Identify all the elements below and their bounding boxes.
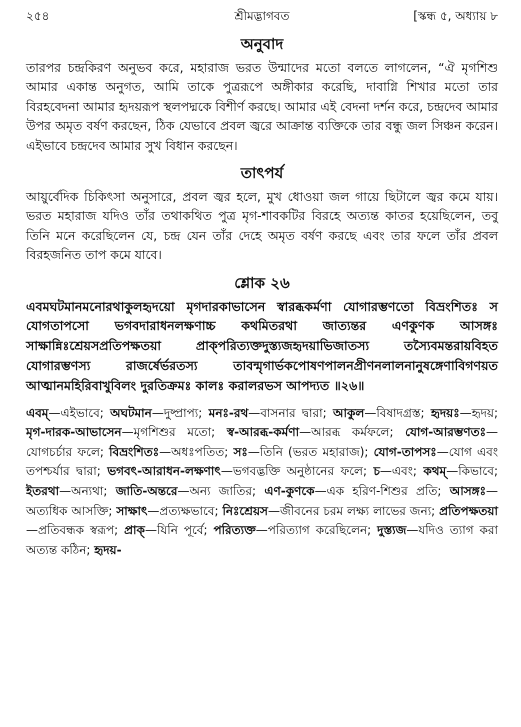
synonym-term: সাক্ষাৎ <box>116 503 148 518</box>
synonym-term: হৃদয়- <box>94 542 122 557</box>
synonym-meaning: —অধঃপতিত; <box>159 444 234 459</box>
word-for-word-synonyms <box>26 404 498 561</box>
synonym-term: পরিত্যক্ত <box>213 523 256 538</box>
translation-text: তারপর চন্দ্রকিরণ অনুভব করে, মহারাজ ভরত উন্মাদের মতো বলতে লাগলেন, “ঐ মৃগশিশু আমার একান্ত অনুগত, আমি তাকে পুত্ররূপে অঙ্গীকার করেছি, দাবাগ্নি শিখার মতো তার বিরহবেদনা আমার হৃদয়রূপ স্থলপদ্মকে বিশীর্ণ করছে। আমার এই বেদনা দর্শন করে, চন্দ্রদেব আমার উপর অমৃত বর্ষণ করছেন, ঠিক যেভাবে প্রবল জ্বরে আক্রান্ত ব্যক্তিকে তার বন্ধু জল সিঞ্চন করেন। এইভাবে চন্দ্রদেব আমার সুখ বিধান করছেন। <box>26 60 498 153</box>
synonym-term: কথম্ <box>423 464 447 479</box>
synonym-term: মনঃ-রথ <box>208 405 249 420</box>
synonym-term: আসঙ্গঃ <box>449 484 486 499</box>
synonym-meaning: —জীবনের চরম লক্ষ্য লাভের জন্য; <box>267 503 440 518</box>
synonym-meaning: —বাসনার দ্বারা; <box>248 405 333 420</box>
synonym-term: চ <box>373 464 380 479</box>
book-page <box>26 4 498 560</box>
synonym-term: যোগ-তাপসঃ <box>373 444 437 459</box>
synonym-meaning: —অন্য জাতির; <box>177 484 265 499</box>
synonym-term: দুস্ত্যজ <box>377 523 407 538</box>
verse-heading: শ্লোক ২৬ <box>234 273 290 292</box>
verse-text: এবমঘটমানমনোরথাকুলহৃদয়ো মৃগদারকাভাসেন স্বারব্ধকর্মণা যোগারম্ভণতো বিভ্রংশিতঃ স যোগতাপসো ভগবদারাধনলক্ষণাচ্চ কথমিতরথা জাত্যন্তর এণকুণক আসঙ্গঃ সাক্ষান্নিঃশ্রেয়সপ্রতিপক্ষতয়া প্রাক্‌পরিত্যক্তদুস্ত্যজহৃদয়াভিজাতস্য তস্যৈবমন্তরায়বিহত যোগারম্ভণস্য রাজর্ষের্ভরতস্য তাবন্মৃগার্ভকপোষণপালনপ্রীণনলালনানুষঙ্গেণাবিগণয়ত আত্মানমহিরিবাখুবিলং দুরতিক্রমঃ কালঃ করালরভস আপদ্যত ॥২৬॥ <box>26 298 498 393</box>
synonym-meaning: —যোগচর্চার ফলে; <box>26 425 498 459</box>
synonym-term: স্ব-আরব্ধ-কর্মণা <box>226 425 300 440</box>
synonym-meaning: —ভগবদ্ভক্তি অনুষ্ঠানের ফলে; <box>220 464 374 479</box>
synonym-meaning: —মৃগশিশুর মতো; <box>121 425 227 440</box>
synonym-term: মৃগ-দারক-আভাসেন <box>26 425 122 440</box>
synonym-meaning: —অন্যথা; <box>59 484 116 499</box>
synonym-term: ইতরথা <box>26 484 60 499</box>
synonym-meaning: —আরব্ধ কর্মফলে; <box>299 425 406 440</box>
synonym-term: বিভ্রংশিতঃ <box>109 444 160 459</box>
page-header <box>26 4 498 26</box>
synonym-term: এণ-কুণকে <box>264 484 315 499</box>
synonym-term: জাতি-অন্তরে <box>115 484 178 499</box>
translation-heading: অনুবাদ <box>240 35 284 53</box>
synonym-meaning: —পরিত্যাগ করেছিলেন; <box>255 523 378 538</box>
synonym-term: হৃদয়ঃ <box>430 405 460 420</box>
synonym-meaning: —যোগ এবং তপশ্চর্যার দ্বারা; <box>26 444 498 479</box>
synonym-meaning: —প্রতিবন্ধক স্বরূপ; <box>26 523 125 538</box>
purport-text: আয়ুর্বেদিক চিকিৎসা অনুসারে, প্রবল জ্বর হলে, মুখ ধোওয়া জল গায়ে ছিটালে জ্বর কমে যায়। ভরত মহারাজ যদিও তাঁর তথাকথিত পুত্র মৃগ-শাবকটির বিরহে অত্যন্ত কাতর হয়েছিলেন, তবু তিনি মনে করেছিলেন যে, চন্দ্র যেন তাঁর দেহে অমৃত বর্ষণ করছে এবং তার ফলে তাঁর প্রবল বিরহজনিত তাপ কমে যাবে। <box>26 189 498 263</box>
purport-heading: তাৎপর্য <box>240 164 284 183</box>
synonym-meaning: —এবং; <box>379 464 424 479</box>
synonym-meaning: —হৃদয়; <box>459 405 498 420</box>
book-title: শ্রীমদ্ভাগবত <box>234 9 290 23</box>
page-number: ২৫৪ <box>26 9 50 23</box>
synonym-meaning: —এইভাবে; <box>48 405 111 420</box>
synonym-meaning: —অত্যধিক আসক্তি; <box>26 484 498 518</box>
synonym-meaning: —তিনি (ভরত মহারাজ); <box>247 444 374 459</box>
synonym-meaning: —এক হরিণ-শিশুর প্রতি; <box>314 484 450 499</box>
synonym-term: আকুল <box>332 405 365 420</box>
synonym-term: অঘটমান <box>110 405 152 420</box>
synonym-term: প্রতিপক্ষতয়া <box>439 503 498 518</box>
synonym-term: নিঃশ্রেয়স <box>222 503 268 518</box>
synonym-meaning: —বিষাদগ্রস্ত; <box>364 405 431 420</box>
synonym-term: ভগবৎ-আরাধন-লক্ষণাৎ <box>107 464 221 479</box>
synonym-term: এবম্ <box>26 405 49 420</box>
synonym-meaning: —প্রত্যক্ষভাবে; <box>147 503 223 518</box>
chapter-location: [স্কন্ধ ৫, অধ্যায় ৮ <box>413 9 498 23</box>
synonym-term: যোগ-আরম্ভণতঃ <box>405 425 486 440</box>
synonym-meaning: —যিনি পূর্বে; <box>144 523 214 538</box>
synonym-term: প্রাক্ <box>124 523 145 538</box>
synonym-meaning: —যদিও ত্যাগ করা অত্যন্ত কঠিন; <box>26 523 498 557</box>
synonym-term: সঃ <box>233 444 248 459</box>
synonym-meaning: —দুষ্প্রাপ্য; <box>151 405 209 420</box>
synonym-meaning: —কিভাবে; <box>446 464 498 479</box>
